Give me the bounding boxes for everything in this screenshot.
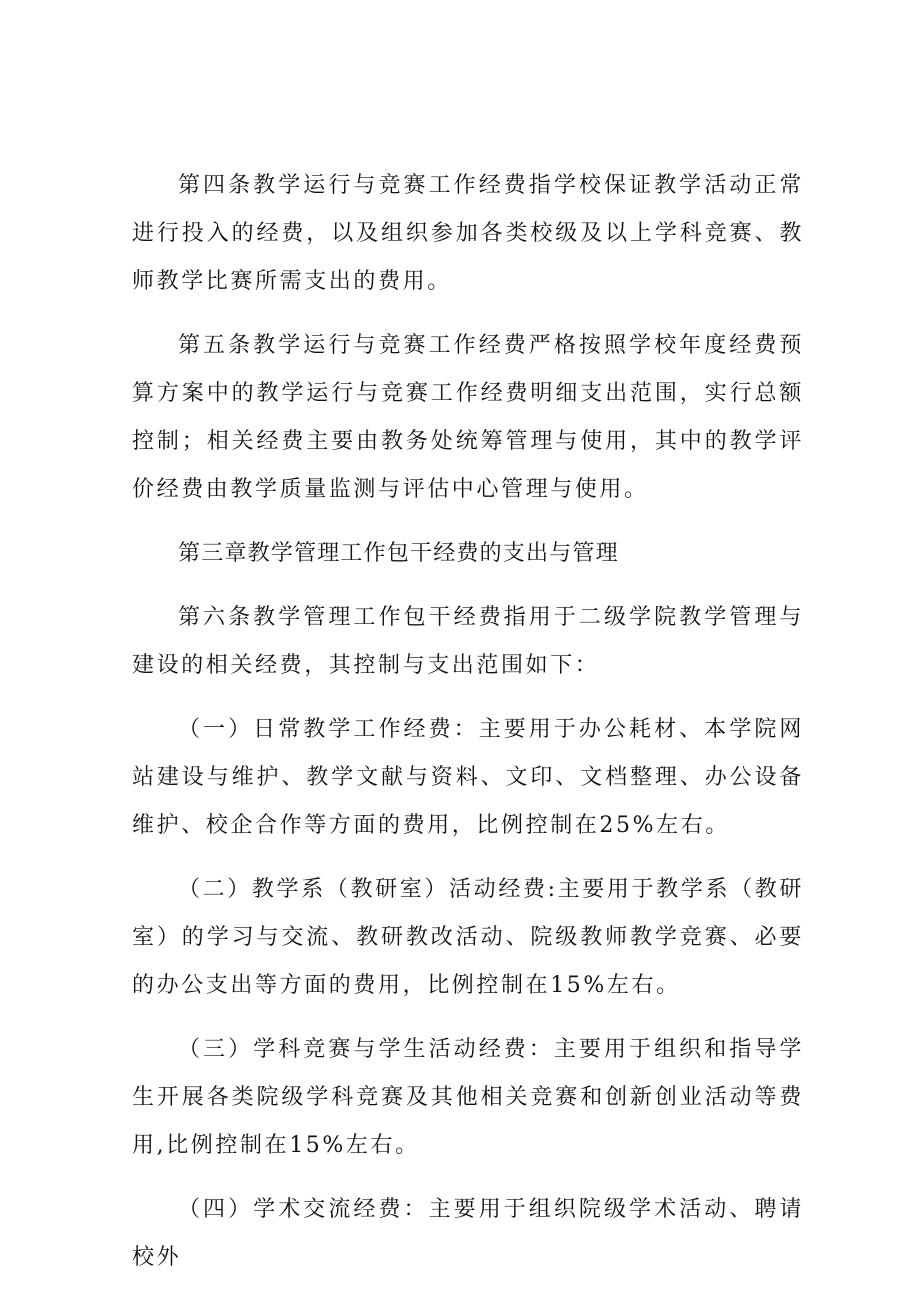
chapter-3-heading: 第三章教学管理工作包干经费的支出与管理: [178, 541, 619, 566]
article-5-paragraph: 第五条教学运行与竞赛工作经费严格按照学校年度经费预算方案中的教学运行与竞赛工作经费明细支出范围，实行总额控制；相关经费主要由教务处统筹管理与使用，其中的教学评价经费由教学质量监测与评估中心管理与使用。: [132, 333, 804, 502]
item-4-paragraph: （四）学术交流经费：主要用于组织院级学术活动、聘请校外: [132, 1197, 804, 1270]
item-3-paragraph: （三）学科竞赛与学生活动经费：主要用于组织和指导学生开展各类院级学科竞赛及其他相关竞赛和创新创业活动等费用,比例控制在15%左右。: [132, 1037, 804, 1158]
article-4-paragraph: 第四条教学运行与竞赛工作经费指学校保证教学活动正常进行投入的经费，以及组织参加各类校级及以上学科竞赛、教师教学比赛所需支出的费用。: [132, 173, 804, 294]
item-1-paragraph: （一）日常教学工作经费：主要用于办公耗材、本学院网站建设与维护、教学文献与资料、文印、文档整理、办公设备维护、校企合作等方面的费用，比例控制在25%左右。: [132, 717, 804, 838]
item-2-paragraph: （二）教学系（教研室）活动经费:主要用于教学系（教研室）的学习与交流、教研教改活动、院级教师教学竞赛、必要的办公支出等方面的费用，比例控制在15%左右。: [132, 877, 804, 998]
article-6-paragraph: 第六条教学管理工作包干经费指用于二级学院教学管理与建设的相关经费，其控制与支出范围如下：: [132, 605, 804, 678]
